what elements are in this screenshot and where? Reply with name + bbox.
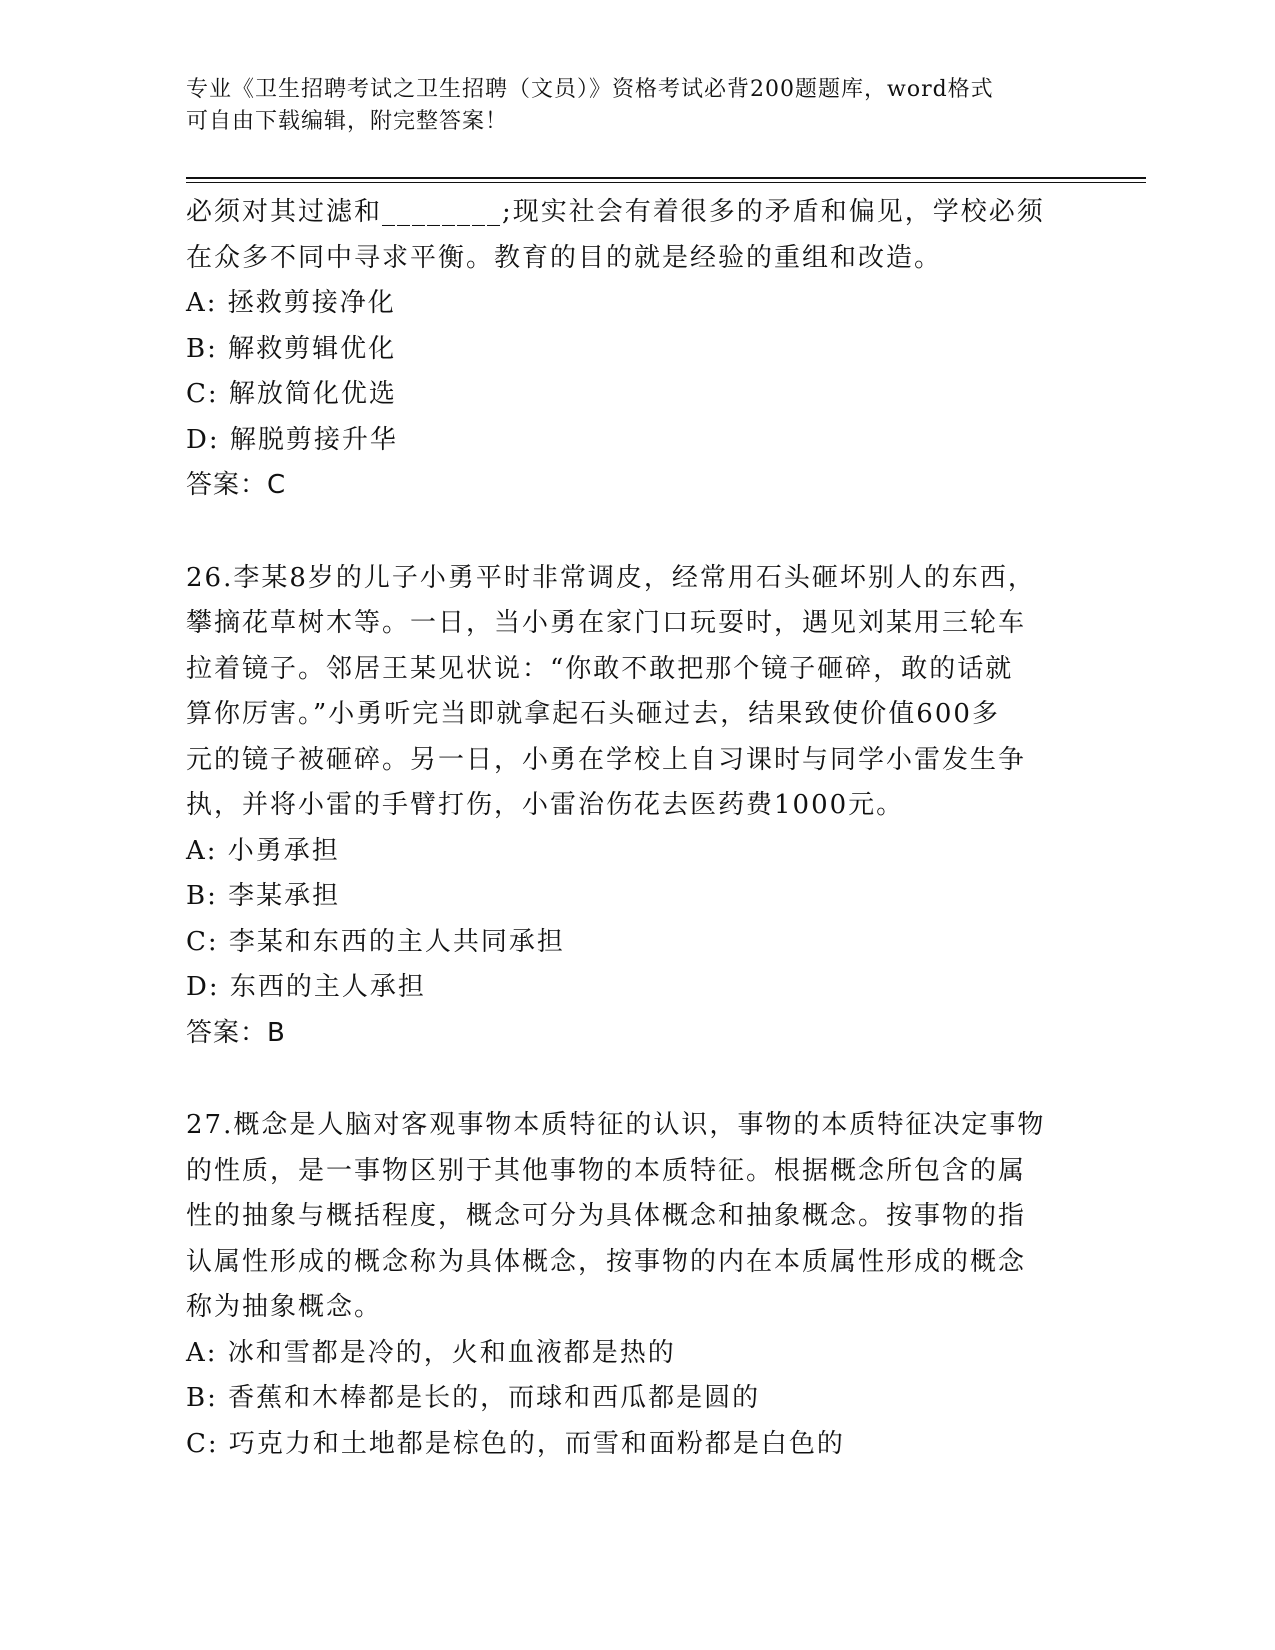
answer-line: 答案：B xyxy=(186,1017,286,1048)
question-stem-line: 认属性形成的概念称为具体概念，按事物的内在本质属性形成的概念 xyxy=(186,1246,1027,1277)
question-stem-line: 的性质，是一事物区别于其他事物的本质特征。根据概念所包含的属 xyxy=(186,1155,1027,1186)
header-divider-thin xyxy=(186,182,1146,183)
option-a: A: 冰和雪都是冷的，火和血液都是热的 xyxy=(186,1337,676,1368)
option-c: C: 解放简化优选 xyxy=(186,379,397,409)
option-d: D: 解脱剪接升华 xyxy=(186,424,398,455)
answer-line: 答案：C xyxy=(186,470,287,500)
option-b: B: 香蕉和木棒都是长的，而球和西瓜都是圆的 xyxy=(186,1383,761,1413)
question-stem-line: 27.概念是人脑对客观事物本质特征的认识，事物的本质特征决定事物 xyxy=(186,1110,1046,1140)
question-stem-line: 称为抽象概念。 xyxy=(186,1292,383,1322)
option-b: B: 解救剪辑优化 xyxy=(186,333,397,364)
spacer xyxy=(186,509,1066,556)
question-stem-line: 在众多不同中寻求平衡。教育的目的就是经验的重组和改造。 xyxy=(186,242,943,273)
question-stem-line: 执，并将小雷的手臂打伤，小雷治伤花去医药费1000元。 xyxy=(186,790,905,820)
question-stem-line: 攀摘花草树木等。一日，当小勇在家门口玩耍时，遇见刘某用三轮车 xyxy=(186,608,1027,638)
question-26 xyxy=(186,556,1066,1057)
option-a: A: 拯救剪接净化 xyxy=(186,288,396,318)
question-stem-line: 元的镜子被砸碎。另一日，小勇在学校上自习课时与同学小雷发生争 xyxy=(186,744,1027,775)
option-c: C: 李某和东西的主人共同承担 xyxy=(186,926,565,957)
header-title-line-2: 可自由下载编辑，附完整答案！ xyxy=(186,109,509,134)
question-27 xyxy=(186,1103,1066,1467)
spacer xyxy=(186,1056,1066,1103)
option-b: B: 李某承担 xyxy=(186,881,341,911)
option-c: C: 巧克力和土地都是棕色的，而雪和面粉都是白色的 xyxy=(186,1428,845,1459)
question-stem-line: 必须对其过滤和________;现实社会有着很多的矛盾和偏见，学校必须 xyxy=(186,197,1045,227)
question-25 xyxy=(186,190,1066,509)
document-header xyxy=(186,74,1066,138)
question-stem-line: 拉着镜子。邻居王某见状说：“你敢不敢把那个镜子砸碎，敢的话就 xyxy=(186,653,1014,684)
option-a: A: 小勇承担 xyxy=(186,835,340,866)
header-divider-thick xyxy=(186,177,1146,179)
header-title-line-1: 专业《卫生招聘考试之卫生招聘（文员）》资格考试必背200题题库，word格式 xyxy=(186,77,994,102)
question-stem-line: 算你厉害。”小勇听完当即就拿起石头砸过去，结果致使价值600多 xyxy=(186,699,1000,729)
document-body xyxy=(186,190,1066,1467)
option-d: D: 东西的主人承担 xyxy=(186,972,426,1002)
question-stem-line: 26.李某8岁的儿子小勇平时非常调皮，经常用石头砸坏别人的东西， xyxy=(186,562,1036,593)
question-stem-line: 性的抽象与概括程度，概念可分为具体概念和抽象概念。按事物的指 xyxy=(186,1201,1027,1231)
